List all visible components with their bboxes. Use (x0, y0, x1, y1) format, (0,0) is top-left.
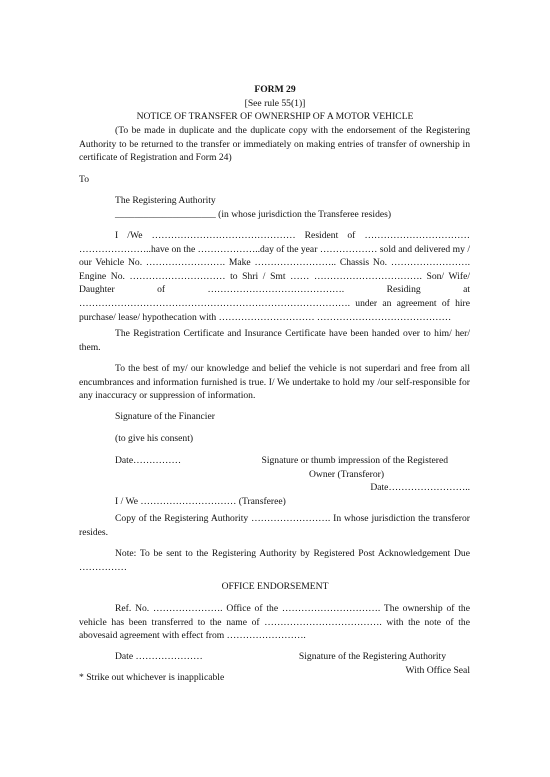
owner-signature-line2: Owner (Transferor) (309, 468, 385, 480)
form-header (0, 83, 550, 124)
transfer-paragraph: I /We ……………………………………… Resident of …………………………… …………………..have on the ………………..day of the year ……………… sold and delivered my / our Vehicle No. ……………………. Make …………………….. Chassis No. ……………………. Engine No. ………………………… to Shri / Smt …… ……………………………. Son/ Wife/ Daughter of ……………………………………. Residing at …………………………………………………………………………. under an agreement of hire purchase/ lease/ hypothecation with ………………………… …………………………………… (79, 230, 470, 323)
owner-block (79, 454, 470, 508)
financier-block (79, 410, 506, 445)
footnote: * Strike out whichever is inapplicable (79, 672, 225, 683)
note-paragraph: Note: To be sent to the Registering Authority by Registered Post Acknowledgement Due …………… (79, 548, 470, 573)
intro-paragraph: (To be made in duplicate and the duplicate copy with the endorsement of the Registering Authority to be returned to the transfer or immediately on making entries of transfer of ownership in certificate of Registration and Form 24) (79, 125, 470, 164)
certificates-paragraph: The Registration Certificate and Insurance Certificate have been handed over to him/ her/ them. (79, 328, 470, 353)
office-ref-paragraph: Ref. No. …………………. Office of the …………………………. The ownership of the vehicle has been transferred to the name of ………………………………. with the note of the abovesaid agreement with effect from ……………………. (79, 603, 470, 642)
owner-date: Date…………… (115, 455, 182, 466)
owner-date-right: Date…………………….. (370, 482, 470, 494)
declaration-paragraph: To the best of my/ our knowledge and belief the vehicle is not superdari and free from all encumbrances and information furnished is true. I/ We undertake to hold my /our self-responsible for any inaccuracy or suppression of information. (79, 363, 470, 402)
addressee-block (79, 194, 506, 221)
to-label: To (79, 174, 89, 185)
office-signature: Signature of the Registering Authority (298, 651, 446, 662)
owner-signature-line1: Signature or thumb impression of the Registered (261, 455, 448, 466)
form-title: NOTICE OF TRANSFER OF OWNERSHIP OF A MOTOR VEHICLE (136, 111, 414, 123)
addressee-name: The Registering Authority (115, 195, 216, 206)
office-date: Date ………………… (115, 651, 203, 662)
financier-signature: Signature of the Financier (115, 411, 215, 422)
office-seal: With Office Seal (405, 664, 470, 676)
form-rule: [See rule 55(1)] (244, 97, 306, 109)
office-endorsement-heading: OFFICE ENDORSEMENT (221, 581, 329, 592)
addressee-jurisdiction: _____________________ (in whose jurisdiction the Transferee resides) (115, 208, 392, 220)
financier-consent: (to give his consent) (115, 432, 194, 444)
form-number: FORM 29 (254, 84, 296, 95)
transferee-line: I / We ………………………… (Transferee) (115, 495, 286, 507)
copy-paragraph: Copy of the Registering Authority ……………………. In whose jurisdiction the transferor resides. (79, 513, 470, 538)
